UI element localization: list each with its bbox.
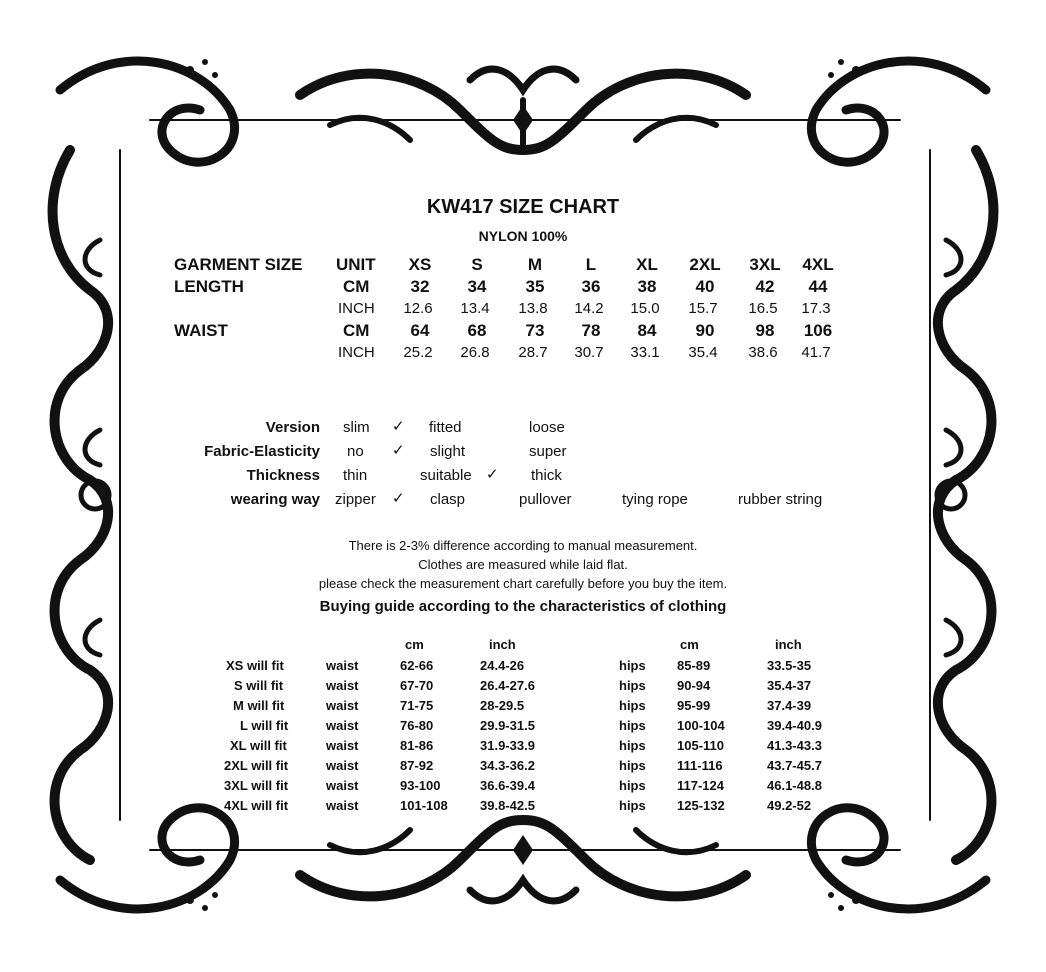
garment-size-header: GARMENT SIZE — [174, 255, 303, 274]
guide-waist-label: waist — [326, 698, 359, 713]
check-mark-icon: ✓ — [392, 442, 405, 459]
attr-option: clasp — [430, 491, 466, 508]
length-cm-value: 36 — [581, 277, 601, 296]
guide-waist-label: waist — [326, 738, 359, 753]
guide-hips-cm: 117-124 — [677, 778, 724, 793]
size-header-m: M — [527, 255, 543, 274]
guide-hips-label: hips — [619, 778, 646, 793]
guide-hips-inch: 46.1-48.8 — [767, 778, 822, 793]
length-inch-unit: INCH — [338, 300, 375, 317]
length-inch-value: 13.8 — [518, 300, 548, 317]
attr-label-fabric-elasticity: Fabric-Elasticity — [204, 443, 320, 460]
guide-fit-label: L will fit — [240, 718, 289, 733]
guide-hips-inch: 39.4-40.9 — [767, 718, 822, 733]
waist-inch-value: 33.1 — [630, 344, 660, 361]
size-header-4xl: 4XL — [802, 255, 834, 274]
guide-waist-label: waist — [326, 758, 359, 773]
guide-waist-inch: 29.9-31.5 — [480, 718, 535, 733]
guide-fit-label: XS will fit — [226, 658, 284, 673]
guide-hips-inch: 33.5-35 — [767, 658, 812, 673]
guide-hips-label: hips — [619, 798, 646, 813]
length-inch-value: 15.0 — [630, 300, 660, 317]
attr-option: thick — [531, 467, 562, 484]
length-inch-value: 12.6 — [403, 300, 433, 317]
size-header-l: L — [585, 255, 597, 274]
length-inch-value: 16.5 — [748, 300, 778, 317]
attr-option: pullover — [519, 491, 572, 508]
length-cm-value: 42 — [755, 277, 775, 296]
attr-option: thin — [343, 467, 368, 484]
guide-hips-inch: 41.3-43.3 — [767, 738, 822, 753]
guide-waist-label: waist — [326, 778, 359, 793]
guide-waist-cm: 101-108 — [400, 798, 448, 813]
length-cm-unit: CM — [343, 277, 370, 296]
guide-hips-inch: 43.7-45.7 — [767, 758, 822, 773]
page-title: KW417 SIZE CHART — [426, 196, 620, 218]
buying-guide-title: Buying guide according to the characteristics of clothing — [319, 598, 727, 615]
guide-waist-label: waist — [326, 658, 359, 673]
guide-hips-cm: 95-99 — [677, 698, 711, 713]
size-header-s: S — [471, 255, 483, 274]
material-label: NYLON 100% — [478, 228, 568, 244]
size-header-xl: XL — [636, 255, 658, 274]
guide-waist-inch: 31.9-33.9 — [480, 738, 535, 753]
waist-inch-value: 28.7 — [518, 344, 548, 361]
waist-inch-unit: INCH — [338, 344, 375, 361]
guide-waist-cm: 76-80 — [400, 718, 434, 733]
note-line: please check the measurement chart carefully before you buy the item. — [318, 576, 728, 591]
length-inch-value: 13.4 — [460, 300, 490, 317]
waist-inch-value: 26.8 — [460, 344, 490, 361]
guide-col-inch: inch — [489, 637, 516, 652]
guide-hips-label: hips — [619, 758, 646, 773]
length-cm-value: 40 — [695, 277, 715, 296]
waist-cm-value: 78 — [581, 321, 601, 340]
attr-option: zipper — [335, 491, 376, 508]
length-inch-value: 15.7 — [688, 300, 718, 317]
check-mark-icon: ✓ — [486, 466, 499, 483]
guide-col-cm: cm — [405, 637, 424, 652]
waist-cm-value: 64 — [410, 321, 430, 340]
attr-option: super — [529, 443, 567, 460]
waist-cm-unit: CM — [343, 321, 370, 340]
attr-option: no — [347, 443, 364, 460]
guide-hips-label: hips — [619, 678, 646, 693]
guide-fit-label: 3XL will fit — [224, 778, 289, 793]
guide-waist-inch: 28-29.5 — [480, 698, 525, 713]
attr-label-thickness: Thickness — [246, 467, 320, 484]
guide-waist-cm: 81-86 — [400, 738, 434, 753]
guide-hips-cm: 85-89 — [677, 658, 711, 673]
guide-waist-inch: 26.4-27.6 — [480, 678, 535, 693]
guide-fit-label: 4XL will fit — [224, 798, 289, 813]
attr-option: loose — [529, 419, 565, 436]
guide-waist-cm: 71-75 — [400, 698, 434, 713]
length-inch-value: 14.2 — [574, 300, 604, 317]
attr-label-wearing-way: wearing way — [230, 491, 320, 508]
size-header-2xl: 2XL — [689, 255, 721, 274]
guide-fit-label: XL will fit — [230, 738, 287, 753]
length-cm-value: 34 — [467, 277, 487, 296]
waist-inch-value: 41.7 — [801, 344, 831, 361]
guide-hips-cm: 100-104 — [677, 718, 725, 733]
length-label: LENGTH — [174, 277, 244, 296]
guide-fit-label: M will fit — [233, 698, 285, 713]
guide-hips-cm: 90-94 — [677, 678, 711, 693]
guide-hips-label: hips — [619, 698, 646, 713]
guide-waist-inch: 36.6-39.4 — [480, 778, 535, 793]
waist-cm-value: 106 — [803, 321, 833, 340]
guide-hips-cm: 111-116 — [677, 758, 723, 773]
guide-fit-label: S will fit — [234, 678, 284, 693]
guide-hips-cm: 125-132 — [677, 798, 725, 813]
guide-waist-label: waist — [326, 678, 359, 693]
guide-waist-cm: 87-92 — [400, 758, 434, 773]
size-header-3xl: 3XL — [749, 255, 781, 274]
size-header-xs: XS — [408, 255, 432, 274]
waist-inch-value: 30.7 — [574, 344, 604, 361]
guide-fit-label: 2XL will fit — [224, 758, 289, 773]
attr-option: suitable — [420, 467, 472, 484]
attr-option: rubber string — [738, 491, 823, 508]
note-line: Clothes are measured while laid flat. — [418, 557, 628, 572]
guide-col-inch: inch — [775, 637, 802, 652]
waist-cm-value: 90 — [695, 321, 715, 340]
length-cm-value: 32 — [410, 277, 430, 296]
attr-label-version: Version — [265, 419, 320, 436]
attr-option: slight — [430, 443, 466, 460]
guide-hips-inch: 49.2-52 — [767, 798, 812, 813]
guide-waist-cm: 93-100 — [400, 778, 441, 793]
guide-hips-label: hips — [619, 738, 646, 753]
waist-label: WAIST — [174, 321, 228, 340]
check-mark-icon: ✓ — [392, 490, 405, 507]
guide-waist-cm: 62-66 — [400, 658, 434, 673]
guide-waist-inch: 24.4-26 — [480, 658, 525, 673]
guide-hips-label: hips — [619, 658, 646, 673]
waist-inch-value: 35.4 — [688, 344, 718, 361]
guide-waist-label: waist — [326, 718, 359, 733]
waist-inch-value: 25.2 — [403, 344, 433, 361]
length-cm-value: 44 — [808, 277, 828, 296]
attr-option: fitted — [429, 419, 462, 436]
guide-col-cm: cm — [680, 637, 699, 652]
unit-header: UNIT — [336, 255, 376, 274]
waist-cm-value: 84 — [637, 321, 657, 340]
guide-waist-cm: 67-70 — [400, 678, 434, 693]
waist-cm-value: 68 — [467, 321, 487, 340]
guide-waist-inch: 39.8-42.5 — [480, 798, 535, 813]
guide-hips-cm: 105-110 — [677, 738, 724, 753]
guide-hips-inch: 35.4-37 — [767, 678, 812, 693]
attr-option: slim — [343, 419, 370, 436]
guide-waist-label: waist — [326, 798, 359, 813]
length-inch-value: 17.3 — [801, 300, 831, 317]
guide-hips-inch: 37.4-39 — [767, 698, 812, 713]
note-line: There is 2-3% difference according to manual measurement. — [348, 538, 698, 553]
waist-cm-value: 73 — [525, 321, 545, 340]
waist-cm-value: 98 — [755, 321, 775, 340]
waist-inch-value: 38.6 — [748, 344, 778, 361]
guide-hips-label: hips — [619, 718, 646, 733]
check-mark-icon: ✓ — [392, 418, 405, 435]
length-cm-value: 35 — [525, 277, 545, 296]
length-cm-value: 38 — [637, 277, 657, 296]
guide-waist-inch: 34.3-36.2 — [480, 758, 535, 773]
attr-option: tying rope — [622, 491, 688, 508]
